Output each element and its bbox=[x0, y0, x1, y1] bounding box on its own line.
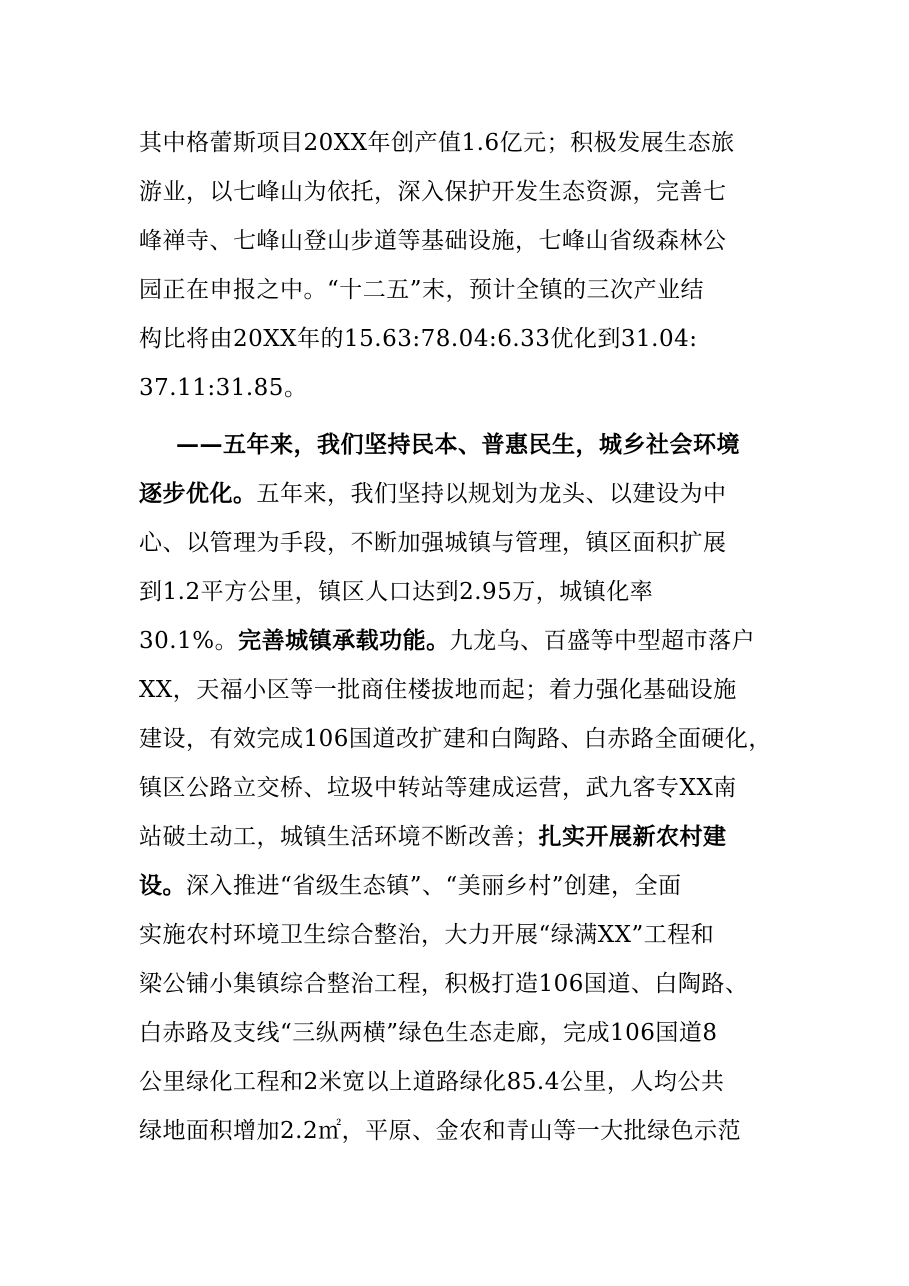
text-segment: 九龙乌、百盛等中型超市落户 bbox=[449, 628, 756, 654]
text-line: 园正在申报之中。“十二五”末，预计全镇的三次产业结 bbox=[139, 277, 705, 303]
text-line bbox=[139, 626, 755, 656]
text-line bbox=[139, 871, 682, 901]
text-line: 梁公铺小集镇综合整治工程，积极打造106国道、白陶路、 bbox=[139, 971, 749, 997]
text-line: 到1.2平方公里，镇区人口达到2.95万，城镇化率 bbox=[139, 579, 654, 605]
subheading: 扎实开展新农村建 bbox=[538, 823, 727, 850]
text-line: 建设，有效完成106国道改扩建和白陶路、白赤路全面硬化， bbox=[139, 726, 772, 752]
text-line: 实施农村环境卫生综合整治，大力开展“绿满XX”工程和 bbox=[139, 922, 715, 948]
text-line: 公里绿化工程和2米宽以上道路绿化85.4公里，人均公共 bbox=[139, 1069, 725, 1095]
subheading: 完善城镇承载功能。 bbox=[238, 627, 450, 654]
section-heading-end: 逐步优化。 bbox=[139, 480, 257, 507]
text-line: 峰禅寺、七峰山登山步道等基础设施，七峰山省级森林公 bbox=[139, 228, 727, 254]
text-line: 白赤路及支线“三纵两横”绿色生态走廊，完成106国道8 bbox=[139, 1020, 718, 1046]
text-line: 37.11:31.85。 bbox=[139, 375, 308, 401]
text-line: 心、以管理为手段，不断加强城镇与管理，镇区面积扩展 bbox=[139, 530, 727, 556]
section-heading: ——五年来，我们坚持民本、普惠民生，城乡社会环境 bbox=[176, 431, 740, 458]
text-line: 绿地面积增加2.2㎡，平原、金农和青山等一大批绿色示范 bbox=[139, 1118, 742, 1144]
text-segment: 五年来，我们坚持以规划为龙头、以建设为中 bbox=[256, 481, 727, 507]
text-line: 构比将由20XX年的15.63:78.04:6.33优化到31.04: bbox=[139, 326, 698, 352]
text-line: XX，天福小区等一批商住楼拔地而起；着力强化基础设施 bbox=[139, 677, 737, 703]
text-line: 游业，以七峰山为依托，深入保护开发生态资源，完善七 bbox=[139, 179, 727, 205]
text-line: 镇区公路立交桥、垃圾中转站等建成运营，武九客专XX南 bbox=[139, 775, 737, 801]
subheading-end: 设。 bbox=[139, 872, 186, 899]
text-segment: 站破土动工，城镇生活环境不断改善； bbox=[139, 824, 539, 850]
text-line bbox=[139, 822, 727, 852]
text-segment: 30.1%。 bbox=[139, 628, 239, 654]
text-line bbox=[139, 479, 727, 509]
text-line: 其中格蕾斯项目20XX年创产值1.6亿元；积极发展生态旅 bbox=[139, 130, 735, 156]
text-segment: 深入推进“省级生态镇”、“美丽乡村”创建，全面 bbox=[186, 873, 682, 899]
